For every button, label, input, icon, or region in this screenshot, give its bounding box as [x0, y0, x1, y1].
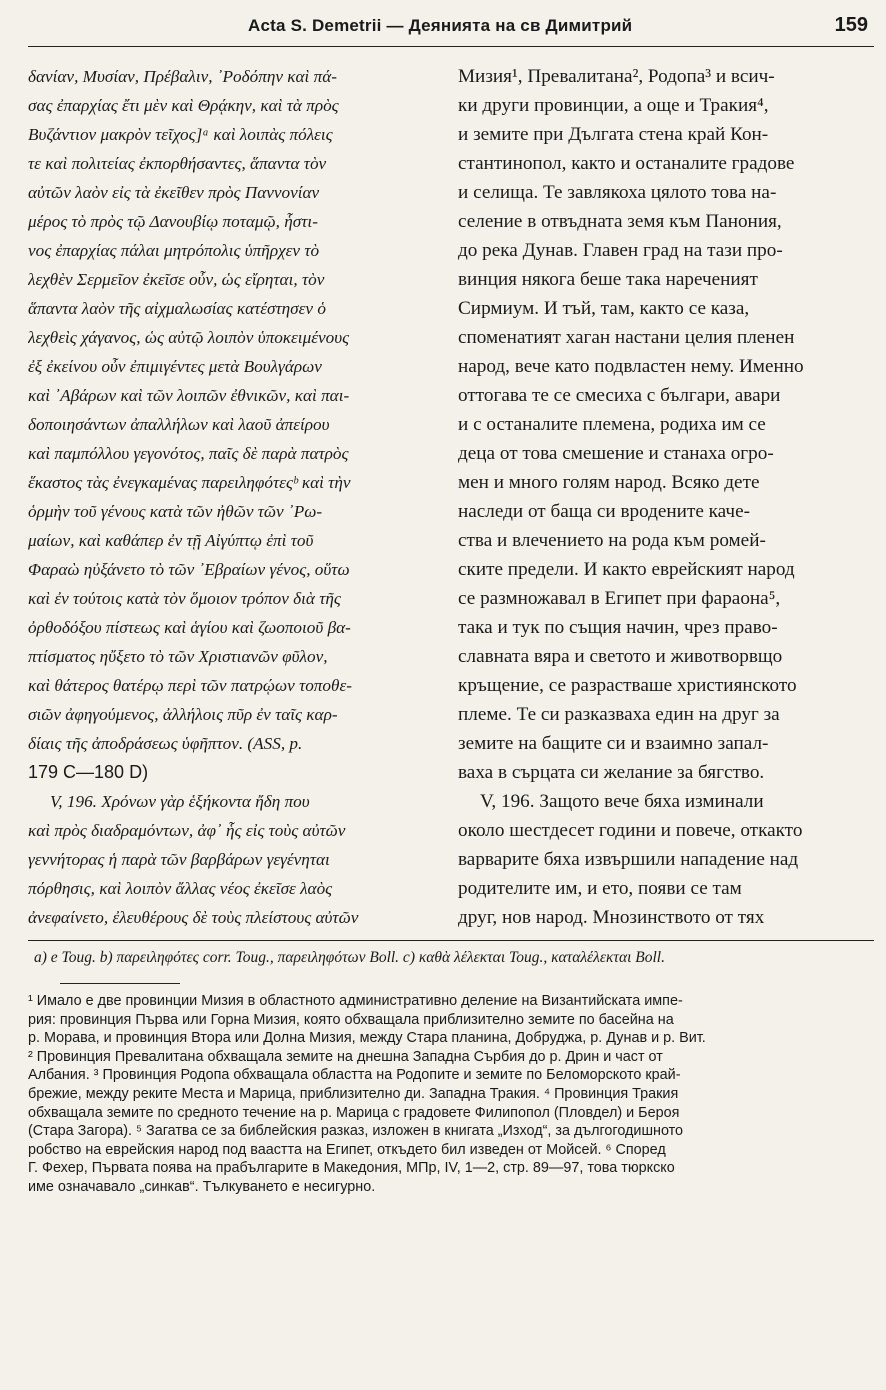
translation-line: селение в отвъдната земя към Панония, [458, 211, 782, 232]
greek-text-line: ἀνεφαίνετο, ἐλευθέρους δὲ τοὺς πλείστους αὐτῶν [28, 908, 359, 927]
greek-text-line: καὶ ἐν τούτοις κατὰ τὸν ὅμοιον τρόπον διὰ τῆς [28, 589, 341, 608]
footnote-line: ² Провинция Превалитана обхващала земите на днешна Западна Сърбия до р. Дрин и част от [28, 1048, 663, 1065]
translation-line: и земите при Дългата стена край Кон- [458, 124, 769, 145]
translation-line: народ, вече като подвластен нему. Именно [458, 356, 804, 377]
greek-text-line: καὶ θάτερος θατέρῳ περὶ τῶν πατρῴων τοποθε- [28, 676, 352, 695]
greek-text-line: γεννήτορας ἡ παρὰ τῶν βαρβάρων γεγένηται [28, 850, 330, 869]
translation-line: земите на бащите си и взаимно запал- [458, 733, 769, 754]
translation-line: V, 196. Защото вече бяха изминали [480, 791, 764, 812]
footnote-line: Албания. ³ Провинция Родопа обхващала областта на Родопите и земите по Беломорското край- [28, 1067, 681, 1084]
translation-line: и с останалите племена, родиха им се [458, 414, 766, 435]
apparatus-divider [28, 940, 874, 941]
greek-text-line: νος ἐπαρχίας πάλαι μητρόπολις ὑπῆρχεν τὸ [28, 241, 320, 260]
greek-text-line: ἅπαντα λαὸν τῆς αἰχμαλωσίας κατέστησεν ὁ [28, 299, 326, 318]
greek-text-line: καὶ πρὸς διαδραμόντων, ἀφ᾿ ἧς εἰς τοὺς αὐτῶν [28, 821, 346, 840]
translation-line: друг, нов народ. Мнозинството от тях [458, 907, 765, 928]
greek-text-line: καὶ ᾿Αβάρων καὶ τῶν λοιπῶν ἐθνικῶν, καὶ παι- [28, 386, 350, 405]
footnotes [28, 992, 876, 1197]
footnote-line: брежие, между реките Места и Марица, приблизително ди. Западна Тракия. ⁴ Провинция Тракия [28, 1085, 679, 1102]
running-title: Acta S. Demetrii — Деянията на св Димитрий [248, 16, 633, 35]
translation-line: и селища. Те завлякоха цялото това на- [458, 182, 777, 203]
translation-line: винция някога беше така нареченият [458, 269, 758, 290]
greek-text-line: πτίσματος ηὔξετο τὸ τῶν Χριστιανῶν φῦλον, [28, 647, 328, 666]
greek-text-line: δοποιησάντων ἀπαλλήλων καὶ λαοῦ ἀπείρου [28, 415, 330, 434]
footnote-line: робство на еврейския народ под ваастта на Египет, откъдето бил изведен от Мойсей. ⁶ Според [28, 1141, 666, 1158]
translation-line: ваха в сърцата си желание за бягство. [458, 762, 765, 783]
translation-line: ските предели. И както еврейският народ [458, 559, 795, 580]
translation-line: Сирмиум. И тъй, там, както се каза, [458, 298, 750, 319]
footnote-line: име означавало „синкав“. Тълкуването е несигурно. [28, 1178, 376, 1195]
translation-line: Мизия¹, Превалитана², Родопа³ и всич- [458, 66, 775, 87]
greek-text-line: λεχθὲν Σερμεῖον ἐκεῖσε οὖν, ὡς εἴρηται, τὸν [28, 270, 325, 289]
greek-text-line: μαίων, καὶ καθάπερ ἐν τῇ Αἰγύπτῳ ἐπὶ τοῦ [28, 531, 314, 550]
translation-line: се размножавал в Египет при фараона⁵, [458, 588, 781, 609]
greek-text-line: σας ἐπαρχίας ἔτι μὲν καὶ Θρᾴκην, καὶ τὰ πρὸς [28, 96, 339, 115]
page-number: 159 [834, 14, 868, 36]
greek-text-line: 179 C—180 D) [28, 762, 149, 782]
critical-apparatus: a) e Toug. b) παρειληφότες corr. Toug., παρειληφότων Boll. c) καθὰ λέλεκται Toug., καταλέλεκται Boll. [34, 949, 665, 966]
bulgarian-translation-column [458, 62, 870, 932]
greek-text-line: δανίαν, Μυσίαν, Πρέβαλιν, ᾿Ροδόπην καὶ πά- [28, 67, 337, 86]
greek-text-line: Φαραὼ ηὐξάνετο τὸ τῶν ᾿Εβραίων γένος, οὕτω [28, 560, 350, 579]
greek-text-line: αὐτῶν λαὸν εἰς τὰ ἐκεῖθεν πρὸς Παννονίαν [28, 183, 320, 202]
translation-line: около шестдесет години и повече, откакто [458, 820, 803, 841]
translation-line: ства и влечението на рода към ромей- [458, 530, 766, 551]
translation-line: ки други провинции, а още и Тракия⁴, [458, 95, 769, 116]
greek-text-line: Βυζάντιον μακρὸν τεῖχος]ᵃ καὶ λοιπὰς πόλεις [28, 125, 333, 144]
greek-text-line: ὀρθοδόξου πίστεως καὶ ἁγίου καὶ ζωοποιοῦ βα- [28, 618, 351, 637]
greek-text-line: λεχθεὶς χάγανος, ὡς αὐτῷ λοιπὸν ὑποκειμένους [28, 328, 350, 347]
footnote-line: обхващала земите по средното течение на р. Марица с градовете Филипопол (Пловдел) и Берoя [28, 1104, 680, 1121]
translation-line: родителите им, и ето, появи се там [458, 878, 742, 899]
translation-line: варварите бяха извършили нападение над [458, 849, 799, 870]
translation-line: споменатият хаган настани целия пленен [458, 327, 795, 348]
translation-line: оттогава те се смесиха с българи, авари [458, 385, 781, 406]
footnote-line: рия: провинция Първа или Горна Мизия, която обхващала приблизително земите по басейна на [28, 1011, 674, 1028]
translation-line: наследи от баща си вродените каче- [458, 501, 750, 522]
greek-text-line: δίαις τῆς ἀποδράσεως ὑφῆπτον. (ASS, p. [28, 734, 303, 753]
greek-text-line: V, 196. Χρόνων γὰρ ἑξήκοντα ἤδη που [50, 792, 310, 811]
translation-line: племе. Те си разказваха един на друг за [458, 704, 780, 725]
page-header [28, 10, 874, 47]
greek-text-line: πόρθησις, καὶ λοιπὸν ἄλλας νέος ἐκεῖσε λαὸς [28, 879, 333, 898]
footnote-divider [60, 983, 180, 984]
greek-text-line: τε καὶ πολιτείας ἐκπορθήσαντες, ἅπαντα τὸν [28, 154, 327, 173]
translation-line: славната вяра и светото и животворвщо [458, 646, 783, 667]
greek-text-line: καὶ παμπόλλου γεγονότος, παῖς δὲ παρὰ πατρὸς [28, 444, 349, 463]
translation-line: така и тук по същия начин, чрез право- [458, 617, 778, 638]
greek-text-column [28, 62, 438, 932]
translation-line: кръщение, се разрастваше християнското [458, 675, 797, 696]
greek-text-line: σιῶν ἀφηγούμενος, ἀλλήλοις πῦρ ἐν ταῖς καρ- [28, 705, 338, 724]
greek-text-line: ἐξ ἐκείνου οὖν ἐπιμιγέντες μετὰ Βουλγάρων [28, 357, 322, 376]
greek-text-line: ὁρμὴν τοῦ γένους κατὰ τῶν ἠθῶν τῶν ᾿Ρω- [28, 502, 323, 521]
translation-line: стантинопол, както и останалите градове [458, 153, 795, 174]
translation-line: деца от това смешение и станаха огро- [458, 443, 774, 464]
footnote-line: (Стара Загора). ⁵ Загатва се за библейския разказ, изложен в книгата „Изход“, за дългогодишното [28, 1123, 684, 1140]
footnote-line: р. Морава, и провинция Втора или Долна Мизия, между Стара планина, Добруджа, р. Дунав и р. Вит. [28, 1030, 706, 1047]
greek-text-line: ἕκαστος τὰς ἐνεγκαμένας παρειληφότεςᵇ καὶ τὴν [28, 473, 351, 492]
translation-line: мен и много голям народ. Всяко дете [458, 472, 760, 493]
footnote-line: ¹ Имало е две провинции Мизия в областното административно деление на Византийската импе- [28, 993, 683, 1009]
translation-line: до река Дунав. Главен град на тази про- [458, 240, 783, 261]
greek-text-line: μέρος τὸ πρὸς τῷ Δανουβίῳ ποταμῷ, ἧστι- [28, 212, 318, 231]
footnote-line: Г. Фехер, Първата поява на прабългарите в Македония, МПр, IV, 1—2, стр. 89—97, това тюркско [28, 1160, 675, 1177]
